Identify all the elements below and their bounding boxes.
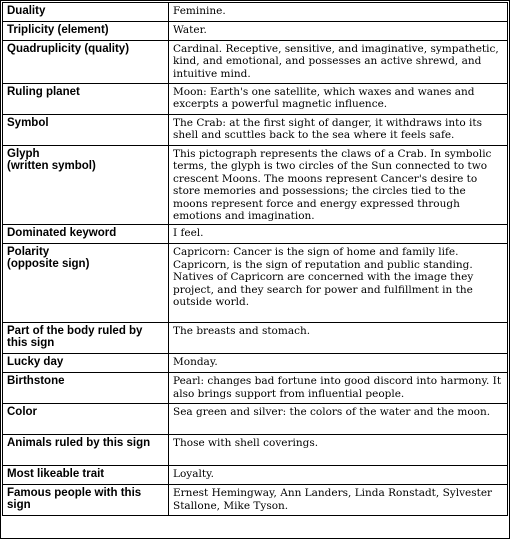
attribute-label-line: Dominated keyword — [7, 227, 117, 240]
table-row — [3, 3, 508, 22]
attribute-label — [3, 354, 169, 373]
attribute-label-line: (written symbol) — [7, 160, 96, 172]
table-row — [3, 466, 508, 485]
attribute-label-line: Ruling planet — [7, 86, 80, 98]
attribute-value: Ernest Hemingway, Ann Landers, Linda Ronstadt, Sylvester Stallone, Mike Tyson. — [169, 485, 508, 516]
table-row — [3, 435, 508, 466]
cancer-attributes-table — [2, 2, 508, 516]
table-row — [3, 373, 508, 404]
table-row — [3, 244, 508, 323]
attribute-label-line: Polarity — [7, 246, 50, 259]
attribute-value: The Crab: at the first sight of danger, it withdraws into its shell and scuttles back to the sea where it feels safe. — [169, 115, 508, 146]
attribute-label-line: Animals ruled by this sign — [7, 437, 151, 450]
attribute-label-line: Symbol — [7, 117, 49, 129]
table-row — [3, 404, 508, 435]
table-row — [3, 225, 508, 244]
table-row — [3, 41, 508, 84]
attribute-value: Moon: Earth's one satellite, which waxes and wanes and excerpts a powerful magnetic influence. — [169, 84, 508, 115]
table-row — [3, 22, 508, 41]
attribute-label-line: Famous people with this sign — [7, 487, 142, 512]
attribute-label-line: Duality — [7, 5, 46, 17]
attribute-label — [3, 41, 169, 84]
attribute-value: Cardinal. Receptive, sensitive, and imaginative, sympathetic, kind, and emotional, and possesses an active shrewd, and intuitive mind. — [169, 41, 508, 84]
attribute-label — [3, 244, 169, 323]
attribute-label-line: (opposite sign) — [7, 258, 90, 271]
table-row — [3, 146, 508, 225]
attribute-label — [3, 466, 169, 485]
attribute-label-line: Triplicity (element) — [7, 24, 109, 36]
attribute-label-line: Lucky day — [7, 356, 64, 369]
table-row — [3, 323, 508, 354]
attribute-label — [3, 22, 169, 41]
attribute-value: Pearl: changes bad fortune into good discord into harmony. It also brings support from influential people. — [169, 373, 508, 404]
attribute-value: This pictograph represents the claws of a Crab. In symbolic terms, the glyph is two circles of the Sun connected to two crescent Moons. The moons represent Cancer's desire to store memories and possessions; the circles tied to the moons represent force and energy expressed through emotions and imagination. — [169, 146, 508, 225]
attribute-label — [3, 115, 169, 146]
attribute-value: Feminine. — [169, 3, 508, 22]
attribute-label — [3, 404, 169, 435]
attribute-value: Monday. — [169, 354, 508, 373]
attribute-value: Water. — [169, 22, 508, 41]
attribute-value: The breasts and stomach. — [169, 323, 508, 354]
attribute-value: Capricorn: Cancer is the sign of home and family life. Capricorn, is the sign of reputation and public standing. Natives of Capricorn are concerned with the image they project, and they search for power and fulfillment in the outside world. — [169, 244, 508, 323]
attribute-value: Sea green and silver: the colors of the water and the moon. — [169, 404, 508, 435]
attribute-label — [3, 323, 169, 354]
attribute-label — [3, 146, 169, 225]
table-body — [3, 3, 508, 516]
table-row — [3, 354, 508, 373]
attribute-label-line: Quadruplicity (quality) — [7, 43, 130, 55]
attribute-value: I feel. — [169, 225, 508, 244]
attribute-value: Those with shell coverings. — [169, 435, 508, 466]
attribute-label-line: Birthstone — [7, 375, 65, 388]
table-row — [3, 84, 508, 115]
attribute-label — [3, 485, 169, 516]
attribute-label-line: Most likeable trait — [7, 468, 105, 481]
attribute-label-line: Color — [7, 406, 38, 419]
attribute-label — [3, 435, 169, 466]
attribute-label — [3, 84, 169, 115]
table-row — [3, 485, 508, 516]
attribute-label — [3, 3, 169, 22]
table-row — [3, 115, 508, 146]
attribute-value: Loyalty. — [169, 466, 508, 485]
attribute-label — [3, 225, 169, 244]
attribute-label-line: Part of the body ruled by this sign — [7, 325, 143, 350]
attribute-label — [3, 373, 169, 404]
attribute-label-line: Glyph — [7, 148, 40, 160]
